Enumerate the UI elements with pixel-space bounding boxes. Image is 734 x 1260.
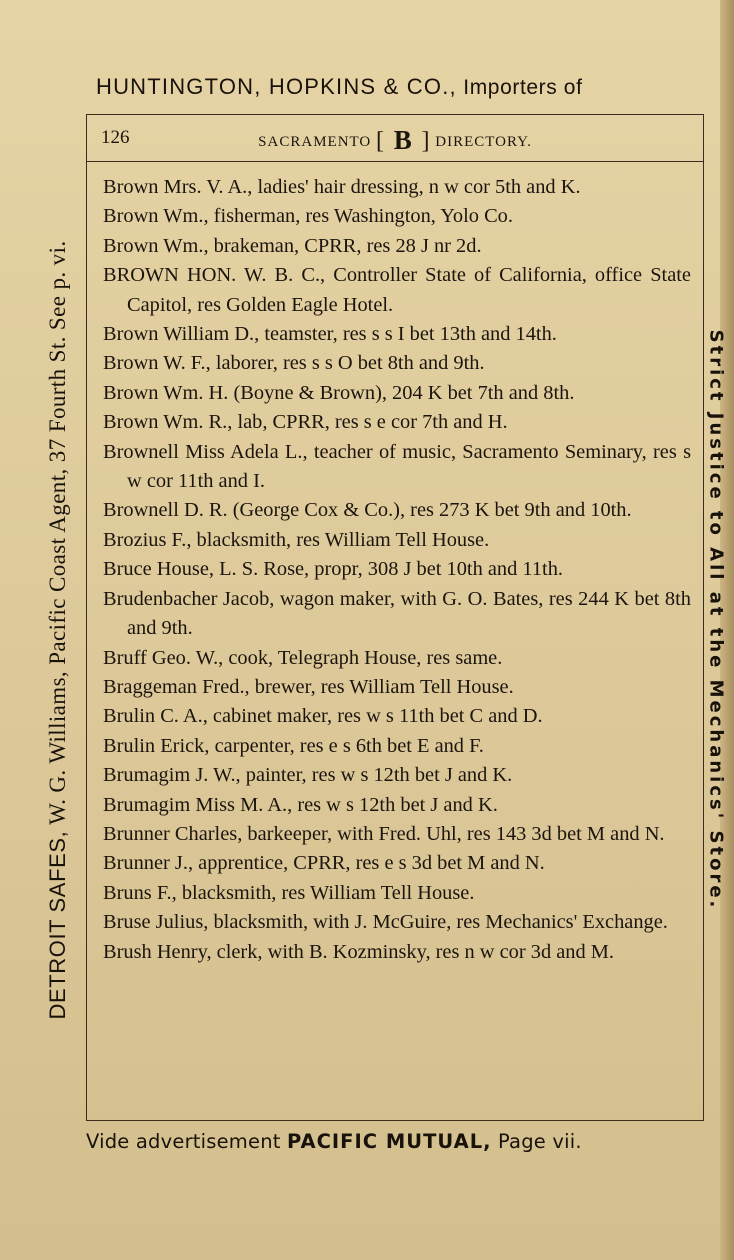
right-margin-advertisement: Strict Justice to All at the Mechanics' Store.	[705, 329, 727, 911]
entry-details: barkeeper, with Fred. Uhl, res 143 3d bet M and N.	[247, 822, 665, 845]
entry-name: Brownell D. R.	[103, 499, 228, 522]
directory-entry	[103, 349, 691, 378]
directory-entries	[103, 173, 691, 967]
entry-details: apprentice, CPRR, res e s 3d bet M and N.	[198, 852, 545, 875]
entry-name: Brown Mrs. V. A.,	[103, 176, 253, 198]
entry-details: lab, CPRR, res s e cor 7th and H.	[237, 411, 508, 434]
directory-entry	[103, 496, 691, 525]
entry-details: L. S. Rose, propr, 308 J bet 10th and 11th.	[219, 558, 564, 581]
left-ad-caps: DETROIT SAFES,	[45, 830, 70, 1020]
entry-details: Controller State of California, office State Capitol, res Golden Eagle Hotel.	[127, 264, 691, 316]
entry-name: Brown Wm.,	[103, 205, 209, 228]
entry-name: Braggeman Fred.,	[103, 675, 250, 698]
entry-details: brewer, res William Tell House.	[254, 675, 514, 698]
entry-details: blacksmith, with J. McGuire, res Mechanics' Exchange.	[213, 911, 668, 934]
directory-entry	[103, 555, 691, 584]
directory-entry	[103, 202, 691, 231]
directory-entry	[103, 320, 691, 349]
entry-details: wagon maker, with G. O. Bates, res 244 K bet 8th and 9th.	[127, 587, 691, 640]
directory-entry	[103, 673, 691, 702]
entry-details: painter, res w s 12th bet J and K.	[245, 764, 513, 787]
bracket-close: ]	[421, 128, 431, 154]
directory-entry	[103, 938, 691, 967]
entry-name: Brown Wm.,	[103, 234, 209, 257]
bracket-open: [	[376, 128, 385, 154]
entry-name: Brumagim Miss M. A.,	[103, 793, 293, 816]
entry-details: blacksmith, res William Tell House.	[196, 528, 490, 551]
entry-details: ladies' hair dressing, n w cor 5th and K.	[257, 176, 581, 198]
banner-firm-name: HUNTINGTON, HOPKINS & CO.,	[96, 74, 457, 99]
running-head	[87, 125, 703, 156]
entry-name: Bruns F.,	[103, 881, 177, 904]
footer-advertisement	[86, 1130, 712, 1153]
entry-details: (George Cox & Co.), res 273 K bet 9th and 10th.	[232, 499, 632, 522]
running-head-right: DIRECTORY.	[435, 134, 532, 150]
entry-details: res w s 12th bet J and K.	[297, 793, 498, 816]
directory-entry	[103, 261, 691, 320]
entry-name: Bruce House,	[103, 558, 214, 581]
running-head-left: SACRAMENTO	[258, 134, 372, 150]
directory-entry	[103, 879, 691, 908]
entry-name: Brunner Charles,	[103, 822, 243, 845]
page-header	[87, 115, 703, 162]
directory-entry	[103, 173, 691, 202]
directory-entry	[103, 820, 691, 849]
directory-entry	[103, 379, 691, 408]
directory-entry	[103, 732, 691, 761]
section-letter: B	[393, 125, 413, 155]
entry-name: Bruff Geo. W.,	[103, 646, 224, 669]
entry-name: Brown Wm. R.,	[103, 411, 233, 434]
entry-name: Brozius F.,	[103, 528, 192, 551]
entry-name: Brulin Erick,	[103, 734, 210, 757]
entry-name: Brulin C. A.,	[103, 705, 208, 728]
entry-details: cabinet maker, res w s 11th bet C and D.	[212, 705, 543, 728]
entry-name: Bruse Julius,	[103, 911, 209, 934]
entry-name: Brush Henry,	[103, 940, 212, 963]
entry-details: (Boyne & Brown), 204 K bet 7th and 8th.	[233, 381, 575, 404]
directory-entry	[103, 438, 691, 497]
entry-details: brakeman, CPRR, res 28 J nr 2d.	[213, 234, 482, 257]
directory-entry	[103, 791, 691, 820]
left-ad-text: W. G. Williams, Pacific Coast Agent, 37 Fourth St. See p. vi.	[45, 240, 70, 825]
entry-name: BROWN HON. W. B. C.,	[103, 264, 326, 287]
entry-details: cook, Telegraph House, res same.	[228, 646, 503, 669]
entry-details: carpenter, res e s 6th bet E and F.	[214, 734, 484, 757]
entry-name: Brown William D.,	[103, 323, 260, 346]
entry-name: Brown W. F.,	[103, 352, 211, 375]
directory-entry	[103, 908, 691, 937]
entry-details: blacksmith, res William Tell House.	[181, 881, 475, 904]
entry-details: clerk, with B. Kozminsky, res n w cor 3d and M.	[216, 940, 615, 963]
entry-details: fisherman, res Washington, Yolo Co.	[213, 205, 513, 228]
entry-name: Brownell Miss Adela L.,	[103, 440, 308, 463]
directory-entry	[103, 761, 691, 790]
entry-name: Brumagim J. W.,	[103, 764, 241, 787]
directory-entry	[103, 408, 691, 437]
entry-details: teacher of music, Sacramento Seminary, res s w cor 11th and I.	[127, 440, 691, 493]
footer-pre: Vide advertisement	[86, 1130, 281, 1153]
left-margin-advertisement	[45, 130, 71, 1130]
banner-text: Importers of	[463, 76, 583, 99]
directory-entry	[103, 702, 691, 731]
footer-company: PACIFIC MUTUAL,	[287, 1130, 492, 1153]
entry-name: Brudenbacher Jacob,	[103, 587, 275, 610]
entry-details: laborer, res s s O bet 8th and 9th.	[215, 352, 485, 375]
directory-entry	[103, 526, 691, 555]
top-advertisement-banner	[96, 74, 696, 100]
directory-frame	[86, 114, 704, 1121]
entry-name: Brunner J.,	[103, 852, 194, 875]
page-number: 126	[101, 127, 130, 148]
entry-details: teamster, res s s I bet 13th and 14th.	[264, 323, 557, 346]
directory-entry	[103, 585, 691, 644]
directory-entry	[103, 232, 691, 261]
directory-entry	[103, 849, 691, 878]
footer-post: Page vii.	[497, 1130, 582, 1153]
directory-entry	[103, 644, 691, 673]
entry-name: Brown Wm. H.	[103, 381, 229, 404]
